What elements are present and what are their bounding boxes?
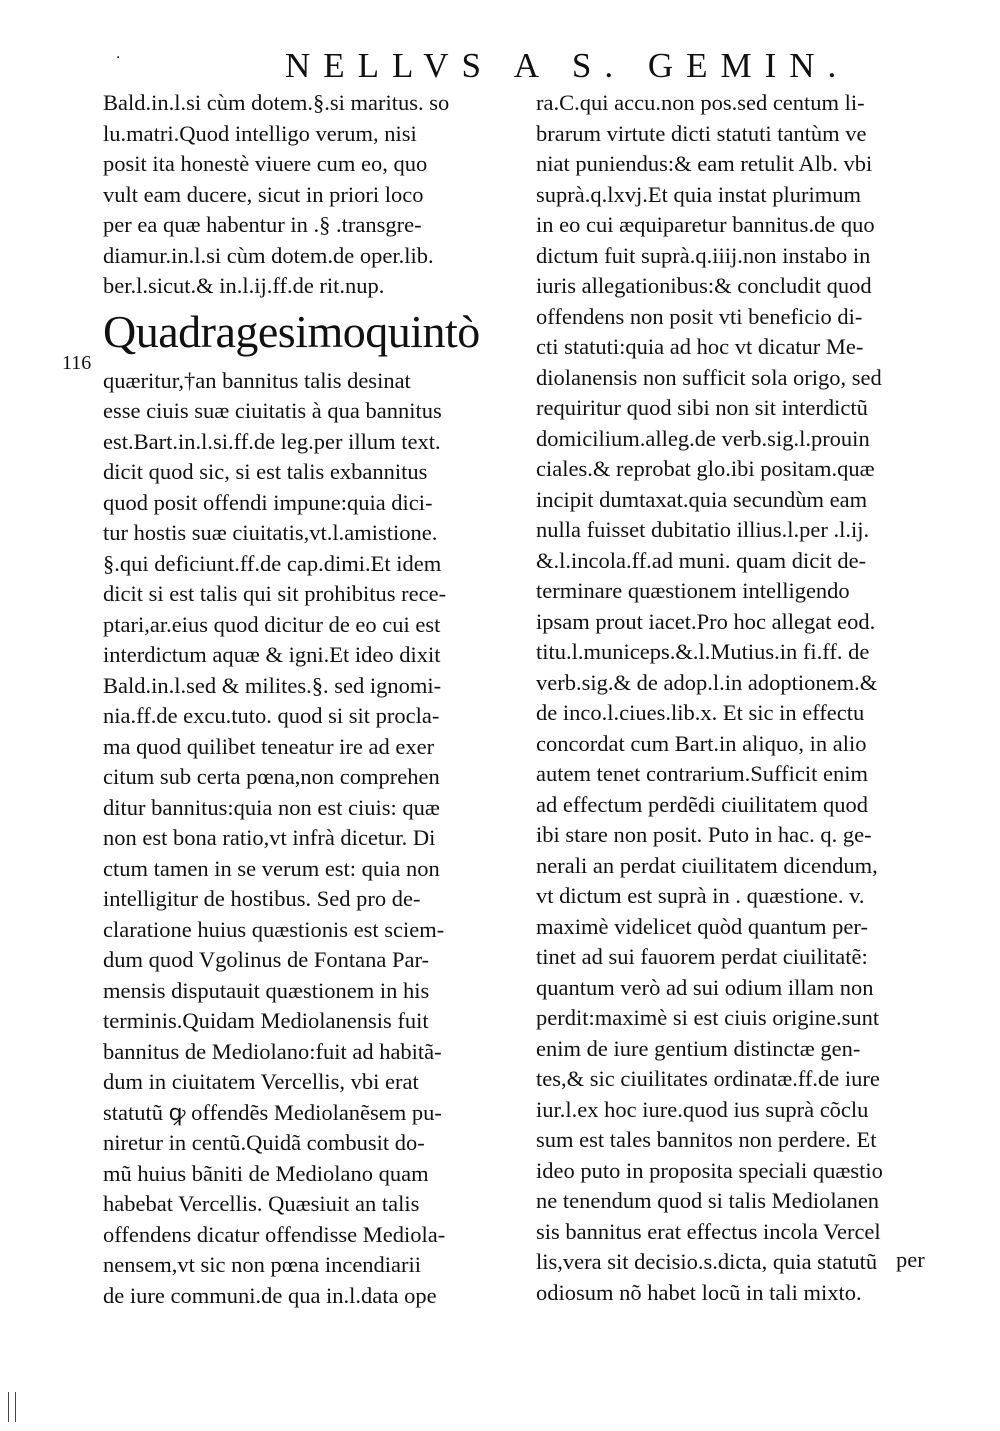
text-line: perdit:maximè si est ciuis origine.sunt — [536, 1005, 880, 1030]
text-line: ibi stare non posit. Puto in hac. q. ge- — [536, 822, 872, 847]
text-line: odiosum nõ habet locũ in tali mixto. — [536, 1279, 862, 1305]
text-line: domicilium.alleg.de verb.sig.l.prouin — [536, 425, 870, 451]
text-line: suprà.q.lxvj.Et quia instat plurimum — [536, 181, 861, 207]
text-line: tur hostis suæ ciuitatis,vt.l.amistione. — [103, 520, 438, 545]
text-line: brarum virtute dicti statuti tantùm ve — [536, 120, 867, 146]
text-line: dicit quod sic, si est talis exbannitus — [103, 459, 428, 484]
text-line: mũ huius bãniti de Mediolano quam — [103, 1160, 429, 1186]
text-line: ptari,ar.eius quod dicitur de eo cui est — [103, 611, 441, 637]
text-line: maximè videlicet quòd quantum per- — [536, 913, 868, 939]
text-line: nulla fuisset dubitatio illius.l.per .l.ij. — [536, 517, 870, 542]
catchword: per — [896, 1247, 925, 1272]
text-line: de iure communi.de qua in.l.data ope — [103, 1282, 437, 1308]
text-line: &.l.incola.ff.ad muni. quam dicit de- — [536, 547, 867, 573]
text-line: nerali an perdat ciuilitatem dicendum, — [536, 852, 878, 878]
text-line: bannitus de Mediolano:fuit ad habitã- — [103, 1038, 442, 1064]
text-line: quæritur,†an bannitus talis desinat — [103, 367, 411, 393]
text-line: incipit dumtaxat.quia secundùm eam — [536, 486, 868, 512]
text-line: verb.sig.& de adop.l.in adoptionem.& — [536, 669, 878, 695]
text-line: nia.ff.de excu.tuto. quod si sit procla- — [103, 703, 440, 728]
text-line: terminare quæstionem intelligendo — [536, 578, 850, 603]
text-line: ciales.& reprobat glo.ibi positam.quæ — [536, 456, 875, 481]
text-line: Bald.in.l.si cùm dotem.§.si maritus. so — [103, 90, 450, 115]
text-line: non est bona ratio,vt infrà dicetur. Di — [103, 825, 436, 850]
text-line: ra.C.qui accu.non pos.sed centum li- — [536, 90, 865, 115]
text-line: dum in ciuitatem Vercellis, vbi erat — [103, 1069, 419, 1094]
text-line: Bald.in.l.sed & milites.§. sed ignomi- — [103, 672, 442, 698]
section-heading: Quadragesimoquintò — [103, 305, 480, 357]
text-line: enim de iure gentium distinctæ gen- — [536, 1035, 861, 1061]
edge-mark — [8, 1392, 16, 1422]
text-line: dum quod Vgolinus de Fontana Par- — [103, 947, 429, 972]
text-line: niretur in centũ.Quidã combusit do- — [103, 1130, 425, 1155]
text-line: mensis disputauit quæstionem in his — [103, 977, 430, 1003]
text-line: titu.l.municeps.&.l.Mutius.in fi.ff. de — [536, 639, 870, 664]
text-line: concordat cum Bart.in aliquo, in alio — [536, 730, 867, 756]
text-line: de inco.l.ciues.lib.x. Et sic in effectu — [536, 700, 865, 725]
text-line: requiritur quod sibi non sit interdictũ — [536, 395, 868, 420]
text-line: iur.l.ex hoc iure.quod ius suprà cõclu — [536, 1096, 869, 1122]
text-line: quod posit offendi impune:quia dici- — [103, 489, 433, 515]
text-line: ber.l.sicut.& in.l.ij.ff.de rit.nup. — [103, 273, 385, 298]
text-line: diamur.in.l.si cùm dotem.de oper.lib. — [103, 242, 434, 268]
text-line: sis bannitus erat effectus incola Vercel — [536, 1218, 881, 1244]
text-line: dicit si est talis qui sit prohibitus rece- — [103, 581, 447, 606]
text-line: citum sub certa pœna,non comprehen — [103, 764, 440, 789]
text-line: offendens non posit vti beneficio di- — [536, 303, 863, 329]
left-column-lines-before — [103, 88, 503, 302]
text-line: quantum verò ad sui odium illam non — [536, 974, 874, 1000]
text-line: lis,vera sit decisio.s.dicta, quia statutũ — [536, 1249, 878, 1274]
text-line: offendens dicatur offendisse Mediola- — [103, 1221, 446, 1247]
text-line: claratione huius quæstionis est sciem- — [103, 916, 445, 942]
text-line: dictum fuit suprà.q.iiij.non instabo in — [536, 242, 871, 268]
text-line: nensem,vt sic non pœna incendiarii — [103, 1252, 422, 1277]
text-line: vult eam ducere, sicut in priori loco — [103, 181, 424, 207]
text-line: ne tenendum quod si talis Mediolanen — [536, 1188, 880, 1213]
text-line: lu.matri.Quod intelligo verum, nisi — [103, 120, 417, 146]
text-line: ditur bannitus:quia non est ciuis: quæ — [103, 794, 440, 820]
left-column — [103, 88, 503, 1311]
text-line: §.qui deficiunt.ff.de cap.dimi.Et idem — [103, 550, 442, 576]
text-line: terminis.Quidam Mediolanensis fuit — [103, 1008, 429, 1033]
text-line: statutũ ꝙ offendẽs Mediolanẽsem pu- — [103, 1099, 442, 1125]
text-line: vt dictum est suprà in . quæstione. v. — [536, 883, 865, 908]
text-line: intelligitur de hostibus. Sed pro de- — [103, 886, 421, 911]
text-line: habebat Vercellis. Quæsiuit an talis — [103, 1191, 420, 1216]
text-line: interdictum aquæ & igni.Et ideo dixit — [103, 642, 441, 667]
text-line: ma quod quilibet teneatur ire ad exer — [103, 733, 435, 759]
text-line: ideo puto in proposita speciali quæstio — [536, 1157, 883, 1183]
text-line: tes,& sic ciuilitates ordinatæ.ff.de iure — [536, 1066, 880, 1091]
text-line: cti statuti:quia ad hoc vt dicatur Me- — [536, 334, 864, 359]
text-line: per ea quæ habentur in .§ .transgre- — [103, 212, 422, 237]
text-line: sum est tales bannitos non perdere. Et — [536, 1127, 877, 1152]
text-line: niat puniendus:& eam retulit Alb. vbi — [536, 151, 873, 176]
text-line: ad effectum perdẽdi ciuilitatem quod — [536, 791, 868, 817]
corner-mark: · — [116, 50, 121, 66]
text-line: est.Bart.in.l.si.ff.de leg.per illum text. — [103, 428, 441, 454]
marginal-number: 116 — [62, 352, 92, 374]
text-line: iuris allegationibus:& concludit quod — [536, 273, 872, 298]
text-line: posit ita honestè viuere cum eo, quo — [103, 151, 428, 176]
text-line: tinet ad sui fauorem perdat ciuilitatẽ: — [536, 944, 868, 969]
left-column-lines-after — [103, 366, 503, 1312]
running-title: NELLVS A S. GEMIN. — [285, 46, 850, 85]
text-line: diolanensis non sufficit sola origo, sed — [536, 364, 882, 390]
text-line: ipsam prout iacet.Pro hoc allegat eod. — [536, 608, 876, 634]
right-column — [536, 88, 940, 1308]
text-line: ctum tamen in se verum est: quia non — [103, 855, 440, 881]
text-line: autem tenet contrarium.Sufficit enim — [536, 761, 868, 786]
text-line: in eo cui æquiparetur bannitus.de quo — [536, 212, 875, 237]
text-line: esse ciuis suæ ciuitatis à qua bannitus — [103, 398, 442, 423]
